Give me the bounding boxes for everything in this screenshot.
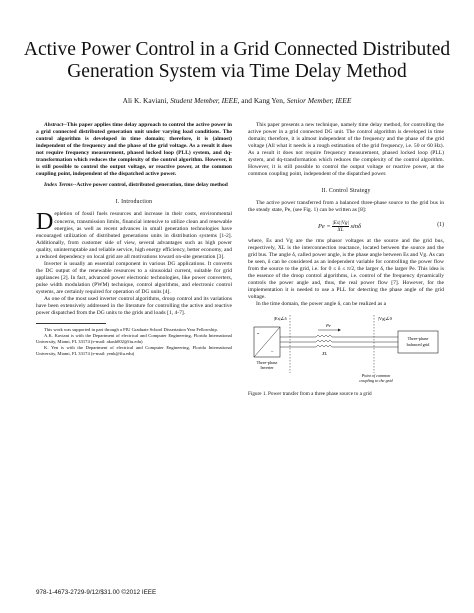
index-terms <box>36 182 232 189</box>
intro-paragraph-3: As one of the most used inverter control algorithms, droop control and its variations have been extensively addressed in the literature for controlling the active and reactive power dispatched from the DG units to the grids and loads [1, 4-7]. <box>36 296 232 317</box>
copyright-line: 978-1-4673-2729-9/12/$31.00 ©2012 IEEE <box>36 589 157 596</box>
equation-numerator: |Es||Vg| <box>332 219 349 226</box>
index-terms-text: --Active power control, distributed generation, time delay method <box>72 182 228 189</box>
intro-paragraph-1 <box>36 211 232 260</box>
author-text-1: Ali K. Kaviani, <box>122 96 171 105</box>
author-text-2: , and Kang Yen, <box>237 96 287 105</box>
section-heading-control-strategy: II. Control Strategy <box>321 188 371 195</box>
label-reactance: XL <box>322 350 328 356</box>
label-grid-voltage: |Vg|∠0 <box>378 315 392 321</box>
intro-paragraph-1-text: epletion of fossil fuels resources and increase in their costs, environmental concerns, transmission limits, financial intensive to utilize clean and renewable energies, as well as recent advances in small generation technologies have encouraged utilization of distributed generations units in distribution systems [1-2]. Additionally, from customer side of view, several advantages such as high power quality, uninterruptable and reliable service, high energy efficiency, better economy, and a reduced dependency on local grid are all motivations toward on-site generation [3]. <box>36 211 232 260</box>
right-paragraph-1: This paper presents a new technique, namely time delay method, for controlling the active power in a grid connected DG unit. The control algorithm is developed in time domain; therefore, it is almost independent of the frequency and the phase of the grid voltage (All what it needs is a rough estimation of the grid frequency, i.e. 50 or 60 Hz). As a result it does not require frequency measurement, phased locked loop (PLL) system, and dq-transformation which reduces the complexity of the control algorithm. However, it is still possible to control the output voltage or reactive power, at the common coupling point, independent of the dispatched power. <box>248 122 444 178</box>
inductor-a-icon <box>316 335 332 337</box>
equation-number: (1) <box>437 222 444 229</box>
footnote-divider <box>36 323 106 324</box>
left-column <box>36 122 232 357</box>
figure-1 <box>248 313 444 398</box>
right-column <box>248 122 444 398</box>
figure-1-caption: Figure 1. Power transfer from a three phase source to a grid <box>248 390 372 397</box>
equation-1 <box>248 220 444 233</box>
right-paragraph-4: In the time domain, the power angle δ, can be realized as a <box>256 300 387 307</box>
equation-fraction <box>332 220 349 233</box>
footnote-funding: This work was supported in part through a FIU Graduate School Dissertation Year Fellowship. <box>44 327 218 333</box>
abstract <box>36 122 232 178</box>
equation-denominator: XL <box>337 226 344 233</box>
label-power: Pe <box>326 322 331 328</box>
equation-body <box>318 220 361 233</box>
right-paragraph-2: The active power transferred from a balanced three-phase source to the grid bus in the steady state, Pe, (see Fig. 1) can be written as [8]: <box>248 200 444 214</box>
footnote-author-2: K. Yen is with the Department of electrical and Computer Engineering, Florida International University, Miami, FL 33174 (e-mail: yenk@fiu.edu) <box>36 345 232 357</box>
label-pcc-line-2: coupling to the grid <box>359 377 393 383</box>
power-flow-arrowhead-icon <box>338 328 341 331</box>
drop-cap: D <box>36 209 54 236</box>
index-terms-label: Index Terms <box>44 182 73 189</box>
author-role-2: Senior Member, IEEE <box>286 96 352 105</box>
equation-lhs: Pe = <box>318 222 333 230</box>
intro-paragraph-2: Inverter is usually an essential component in various DG applications. It converts the DC output of the renewable resources to a sinusoidal current, suitable for grid appliances [2]. In fact, advanced power electronic technologies, like power converters, pulse width modulation (PWM) technique, control algorithms, and electronic control systems, are certainly required for operation of DG units [4]. <box>36 260 232 295</box>
label-grid-line-2: balanced grid <box>406 341 430 347</box>
inductor-b-icon <box>316 340 332 342</box>
abstract-text: --This paper applies time delay approach to control the active power in a grid connected distributed generation unit under varying load conditions. The control algorithm is developed in time domain; therefore, it is (almost) independent of the frequency and the phase of the grid voltage. As a result it does not require frequency measurement, phased locked loop (PLL) system, and dq-transformation which reduces the complexity of the control algorithm. However, it is still possible to control the output voltage, or reactive power, at the common coupling point, independent of the dispatched active power. <box>36 122 232 178</box>
dc-symbol-icon: = <box>257 330 260 336</box>
section-heading-introduction: I. Introduction <box>115 199 153 206</box>
ac-symbol-icon: ~ <box>271 348 274 354</box>
footnote-author-1: A.K. Kaviani is with the Department of electrical and Computer Engineering, Florida International University, Miami, FL 33174 (e-mail: akash002@fiu.edu) <box>36 333 232 345</box>
paper-title: Active Power Control in a Grid Connected Distributed Generation System via Time Delay Method <box>23 39 451 82</box>
figure-1-diagram <box>248 313 444 389</box>
label-inverter-line-2: Inverter <box>260 364 274 370</box>
label-inverter-line-1: Three-phase <box>256 359 278 365</box>
inductor-c-icon <box>316 345 332 347</box>
label-source-voltage: |Es|∠δ <box>274 315 287 321</box>
author-role-1: Student Member, IEEE <box>170 96 238 105</box>
equation-rhs: sinδ <box>350 222 361 230</box>
label-pcc-line-1: Point of common <box>361 372 391 378</box>
label-grid-line-1: Three-phase <box>407 335 429 341</box>
author-line <box>20 96 454 105</box>
right-paragraph-3: where, Es and Vg are the rms phasor voltages at the source and the grid bus, respectively, XL is the interconnection reactance, located between the source and the grid bus. The angle δ, called power angle, is the phase angle between Es and Vg. As can be seen, δ can be considered as an independent variable for controlling the power flow from the source to the grid, i.e. for 0 ≤ δ ≤ π/2, the larger δ, the larger Pe. This idea is the essence of the droop control algorithms, i.e. control of the frequency dynamically controls the power angle and, thus, the real power flow [7]. However, for the implementation it is needed to use a PLL for detecting the phase angle of the grid voltage. <box>248 237 444 300</box>
abstract-label: Abstract <box>44 122 64 128</box>
